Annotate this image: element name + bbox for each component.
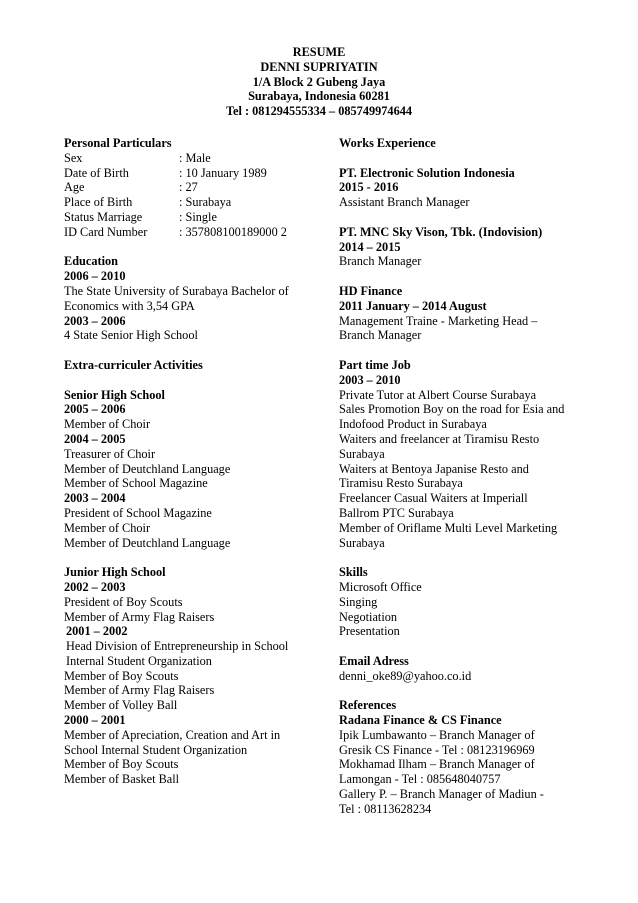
reference-line: Lamongan - Tel : 085648040757 (339, 772, 501, 787)
parttime-line: Ballrom PTC Surabaya (339, 505, 454, 520)
parttime-line: Private Tutor at Albert Course Surabaya (339, 387, 537, 402)
parttime-line: Waiters and freelancer at Tiramisu Resto (339, 431, 540, 446)
personal-row (64, 225, 314, 240)
skill-item: Microsoft Office (339, 579, 422, 594)
skills-heading: Skills (339, 565, 368, 580)
activity-item: Member of Army Flag Raisers (64, 609, 215, 624)
activity-item: President of Boy Scouts (64, 594, 183, 609)
personal-row (64, 210, 314, 225)
references-subheading: Radana Finance & CS Finance (339, 713, 502, 728)
references-heading: References (339, 698, 397, 713)
spacer (339, 550, 594, 565)
activity-item: Member of Choir (64, 520, 151, 535)
personal-row (64, 180, 314, 195)
activity-item: Head Division of Entrepreneurship in School (66, 639, 289, 654)
activity-item: Treasurer of Choir (64, 446, 156, 461)
left-column (64, 136, 314, 787)
job-company: HD Finance (339, 283, 403, 298)
parttime-period: 2003 – 2010 (339, 372, 401, 387)
personal-value: : 357808100189000 2 (179, 224, 287, 239)
job-period: 2015 - 2016 (339, 180, 399, 195)
extra-heading: Extra-curriculer Activities (64, 357, 203, 372)
email-heading: Email Adress (339, 653, 409, 668)
parttime-line: Surabaya (339, 535, 385, 550)
works-heading: Works Experience (339, 136, 436, 150)
reference-line: Mokhamad Ilham – Branch Manager of (339, 757, 535, 772)
skill-item: Singing (339, 594, 378, 609)
activity-item: Member of Deutchland Language (64, 461, 231, 476)
job-company: PT. MNC Sky Vison, Tbk. (Indovision) (339, 224, 543, 239)
personal-label: Status Marriage (64, 209, 143, 224)
activity-item: Internal Student Organization (66, 653, 212, 668)
activity-item: Member of Choir (64, 417, 151, 432)
activity-item: Member of Boy Scouts (64, 668, 179, 683)
personal-label: Place of Birth (64, 195, 133, 210)
parttime-line: Waiters at Bentoya Japanise Resto and (339, 461, 529, 476)
activity-item: President of School Magazine (64, 505, 212, 520)
job-period: 2014 – 2015 (339, 239, 401, 254)
spacer (64, 343, 314, 358)
email-value: denni_oke89@yahoo.co.id (339, 668, 472, 683)
education-detail: 4 State Senior High School (64, 328, 198, 343)
parttime-heading: Part time Job (339, 357, 411, 372)
education-detail: Economics with 3,54 GPA (64, 298, 195, 313)
activity-period: 2000 – 2001 (64, 713, 126, 728)
senior-high-heading: Senior High School (64, 387, 165, 402)
personal-heading: Personal Particulars (64, 136, 172, 150)
reference-line: Gallery P. – Branch Manager of Madiun - (339, 787, 544, 802)
spacer (64, 240, 314, 255)
personal-row (64, 166, 314, 181)
activity-period: 2002 – 2003 (64, 579, 126, 594)
reference-line: Ipik Lumbawanto – Branch Manager of (339, 727, 535, 742)
spacer (339, 210, 594, 225)
personal-label: ID Card Number (64, 224, 148, 239)
junior-high-heading: Junior High School (64, 565, 166, 580)
parttime-line: Indofood Product in Surabaya (339, 417, 487, 432)
reference-line: Gresik CS Finance - Tel : 08123196969 (339, 742, 535, 757)
job-role: Management Traine - Marketing Head – (339, 313, 538, 328)
spacer (339, 639, 594, 654)
spacer (339, 683, 594, 698)
spacer (339, 343, 594, 358)
activity-period: 2005 – 2006 (64, 402, 126, 417)
spacer (64, 373, 314, 388)
skill-item: Negotiation (339, 609, 398, 624)
activity-item: Member of Volley Ball (64, 698, 178, 713)
spacer (64, 550, 314, 565)
personal-value: : 10 January 1989 (179, 165, 267, 180)
activity-item: Member of School Magazine (64, 476, 208, 491)
personal-value: : Surabaya (179, 195, 232, 210)
activity-item: School Internal Student Organization (64, 742, 248, 757)
education-heading: Education (64, 254, 118, 269)
job-role: Branch Manager (339, 328, 422, 343)
job-company: PT. Electronic Solution Indonesia (339, 165, 515, 180)
phone-line: Tel : 081294555334 – 085749974644 (225, 104, 413, 119)
personal-value: : Single (179, 209, 217, 224)
activity-item: Member of Army Flag Raisers (64, 683, 215, 698)
job-period: 2011 January – 2014 August (339, 298, 487, 313)
personal-row (64, 151, 314, 166)
activity-period: 2001 – 2002 (66, 624, 128, 639)
education-period: 2006 – 2010 (64, 269, 126, 284)
address-line-1: 1/A Block 2 Gubeng Jaya (252, 74, 386, 89)
right-column (339, 136, 594, 817)
resume-header (0, 45, 638, 119)
education-period: 2003 – 2006 (64, 313, 126, 328)
skill-item: Presentation (339, 624, 400, 639)
personal-row (64, 195, 314, 210)
personal-value: : Male (179, 150, 211, 165)
parttime-line: Freelancer Casual Waiters at Imperiall (339, 491, 528, 506)
address-line-2: Surabaya, Indonesia 60281 (248, 89, 390, 104)
job-role: Assistant Branch Manager (339, 195, 470, 210)
resume-title: RESUME (292, 45, 346, 59)
personal-label: Age (64, 180, 85, 195)
full-name: DENNI SUPRIYATIN (260, 59, 378, 74)
activity-item: Member of Apreciation, Creation and Art in (64, 727, 281, 742)
activity-period: 2004 – 2005 (64, 431, 126, 446)
spacer (339, 151, 594, 166)
education-detail: The State University of Surabaya Bachelor of (64, 283, 289, 298)
reference-line: Tel : 08113628234 (339, 801, 432, 816)
activity-item: Member of Basket Ball (64, 772, 180, 787)
activity-item: Member of Boy Scouts (64, 757, 179, 772)
parttime-line: Tiramisu Resto Surabaya (339, 476, 463, 491)
activity-item: Member of Deutchland Language (64, 535, 231, 550)
parttime-line: Member of Oriflame Multi Level Marketing (339, 520, 558, 535)
parttime-line: Sales Promotion Boy on the road for Esia and (339, 402, 565, 417)
personal-label: Sex (64, 150, 83, 165)
personal-value: : 27 (179, 180, 198, 195)
personal-label: Date of Birth (64, 165, 129, 180)
activity-period: 2003 – 2004 (64, 491, 126, 506)
job-role: Branch Manager (339, 254, 422, 269)
parttime-line: Surabaya (339, 446, 385, 461)
spacer (339, 269, 594, 284)
